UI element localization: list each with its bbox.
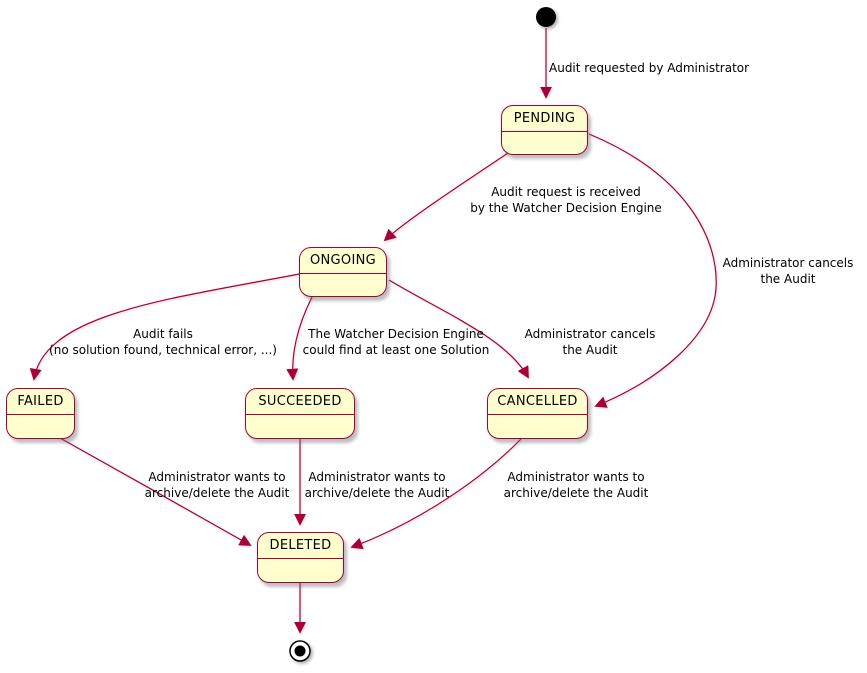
label-line: archive/delete the Audit — [144, 485, 290, 500]
transition-label-ongoing-to-failed — [49, 327, 277, 358]
transition-label-ongoing-to-cancelled — [525, 327, 656, 358]
state-failed-body — [7, 415, 74, 437]
state-pending-label: PENDING — [502, 106, 587, 132]
state-cancelled — [487, 388, 588, 439]
label-line: Audit fails — [133, 327, 193, 341]
state-succeeded — [245, 388, 355, 439]
transition-label-ongoing-to-succeeded — [303, 327, 490, 358]
state-succeeded-label: SUCCEEDED — [246, 389, 354, 415]
state-failed-label: FAILED — [7, 389, 74, 415]
label-line: the Audit — [760, 271, 816, 286]
transition-label-pending-to-ongoing — [470, 185, 662, 216]
state-ongoing-body — [300, 274, 386, 296]
label-line: could find at least one Solution — [302, 342, 490, 357]
transition-arrow-pending-to-cancelled — [589, 134, 716, 406]
state-pending — [501, 105, 588, 155]
label-line: the Audit — [562, 342, 618, 357]
label-line: Administrator wants to — [507, 470, 645, 484]
label-line: by the Watcher Decision Engine — [470, 200, 662, 215]
transition-label-cancelled-to-deleted — [504, 470, 649, 501]
label-line: archive/delete the Audit — [304, 485, 450, 500]
final-state-inner-dot — [295, 646, 306, 657]
state-cancelled-label: CANCELLED — [488, 389, 587, 415]
label-line: The Watcher Decision Engine — [308, 327, 484, 341]
state-deleted-body — [258, 559, 343, 581]
transition-label-pending-to-cancelled — [723, 256, 854, 287]
transition-label-failed-to-deleted — [145, 470, 290, 501]
label-line: archive/delete the Audit — [503, 485, 649, 500]
label-line: (no solution found, technical error, ...) — [49, 342, 277, 357]
state-deleted — [257, 532, 344, 583]
state-ongoing — [299, 247, 387, 297]
state-failed — [6, 388, 75, 439]
label-line: Administrator cancels — [722, 256, 854, 270]
state-deleted-label: DELETED — [258, 533, 343, 559]
state-pending-body — [502, 132, 587, 154]
transition-label-succeeded-to-deleted — [305, 470, 450, 501]
state-cancelled-body — [488, 415, 587, 437]
initial-state-node — [536, 7, 556, 27]
label-line: Administrator wants to — [308, 470, 446, 484]
label-line: Administrator wants to — [148, 470, 286, 484]
label-line: Administrator cancels — [524, 327, 656, 341]
transition-label-initial-to-pending: Audit requested by Administrator — [549, 61, 750, 75]
label-line: Audit request is received — [491, 185, 641, 199]
final-state-node — [290, 641, 310, 661]
state-ongoing-label: ONGOING — [300, 248, 386, 274]
state-succeeded-body — [246, 415, 354, 437]
